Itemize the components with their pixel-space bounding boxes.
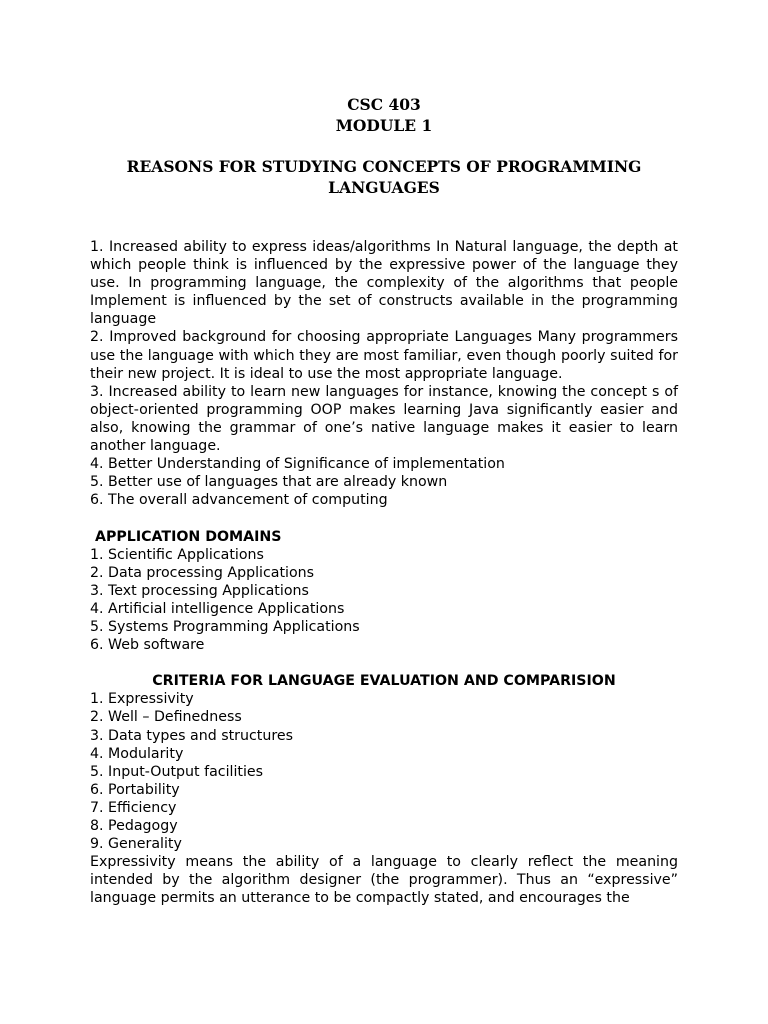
reason-item: 3. Increased ability to learn new languages for instance, knowing the concept s of object-oriented programming OOP makes learning Java significantly easier and also, knowing the grammar of one’s native language makes it easier to learn another language. xyxy=(90,383,678,455)
criteria-item: 4. Modularity xyxy=(90,745,184,762)
section-title-line1: REASONS FOR STUDYING CONCEPTS OF PROGRAMMING xyxy=(126,157,642,176)
reason-item: 2. Improved background for choosing appropriate Languages Many programmers use the language with which they are most familiar, even though poorly suited for their new project. It is ideal to use the most appropriate language. xyxy=(90,329,678,382)
domain-item: 4. Artificial intelligence Applications xyxy=(90,600,345,617)
domain-item: 6. Web software xyxy=(90,637,205,654)
section-title-line2: LANGUAGES xyxy=(328,178,440,197)
criteria-item: 2. Well – Definedness xyxy=(90,709,242,726)
spacer xyxy=(90,509,678,527)
reason-item: 4. Better Understanding of Significance of implementation xyxy=(90,456,505,473)
criteria-item: 5. Input-Output facilities xyxy=(90,763,264,780)
spacer xyxy=(90,654,678,672)
criteria-item: 9. Generality xyxy=(90,836,182,853)
reason-item: 5. Better use of languages that are already known xyxy=(90,474,448,491)
criteria-item: 6. Portability xyxy=(90,781,180,798)
domain-item: 3. Text processing Applications xyxy=(90,582,309,599)
criteria-item: 3. Data types and structures xyxy=(90,727,294,744)
criteria-item: 8. Pedagogy xyxy=(90,818,178,834)
domain-item: 1. Scientific Applications xyxy=(90,546,264,563)
reason-item: 6. The overall advancement of computing xyxy=(90,492,388,509)
domain-item: 2. Data processing Applications xyxy=(90,564,315,581)
course-code: CSC 403 xyxy=(347,95,421,114)
expressivity-paragraph: Expressivity means the ability of a language to clearly reflect the meaning intended by the algorithm designer (the programmer). Thus an “expressive” language permits an utterance to be compactly stated, and encourages the xyxy=(90,854,678,907)
criteria-heading: CRITERIA FOR LANGUAGE EVALUATION AND COMPARISION xyxy=(152,673,616,690)
application-domains-heading: APPLICATION DOMAINS xyxy=(95,528,282,545)
document-body xyxy=(90,238,678,907)
criteria-item: 1. Expressivity xyxy=(90,691,194,708)
reason-item: 1. Increased ability to express ideas/algorithms In Natural language, the depth at which people think is influenced by the expressive power of the language they use. In programming language, the complexity of the algorithms that people Implement is influenced by the set of constructs available in the programming language xyxy=(90,239,678,328)
domain-item: 5. Systems Programming Applications xyxy=(90,618,360,635)
module-label: MODULE 1 xyxy=(335,116,433,135)
expressivity-paragraph-clip xyxy=(90,853,678,907)
section-title xyxy=(90,156,678,198)
criteria-item: 7. Efficiency xyxy=(90,799,177,816)
